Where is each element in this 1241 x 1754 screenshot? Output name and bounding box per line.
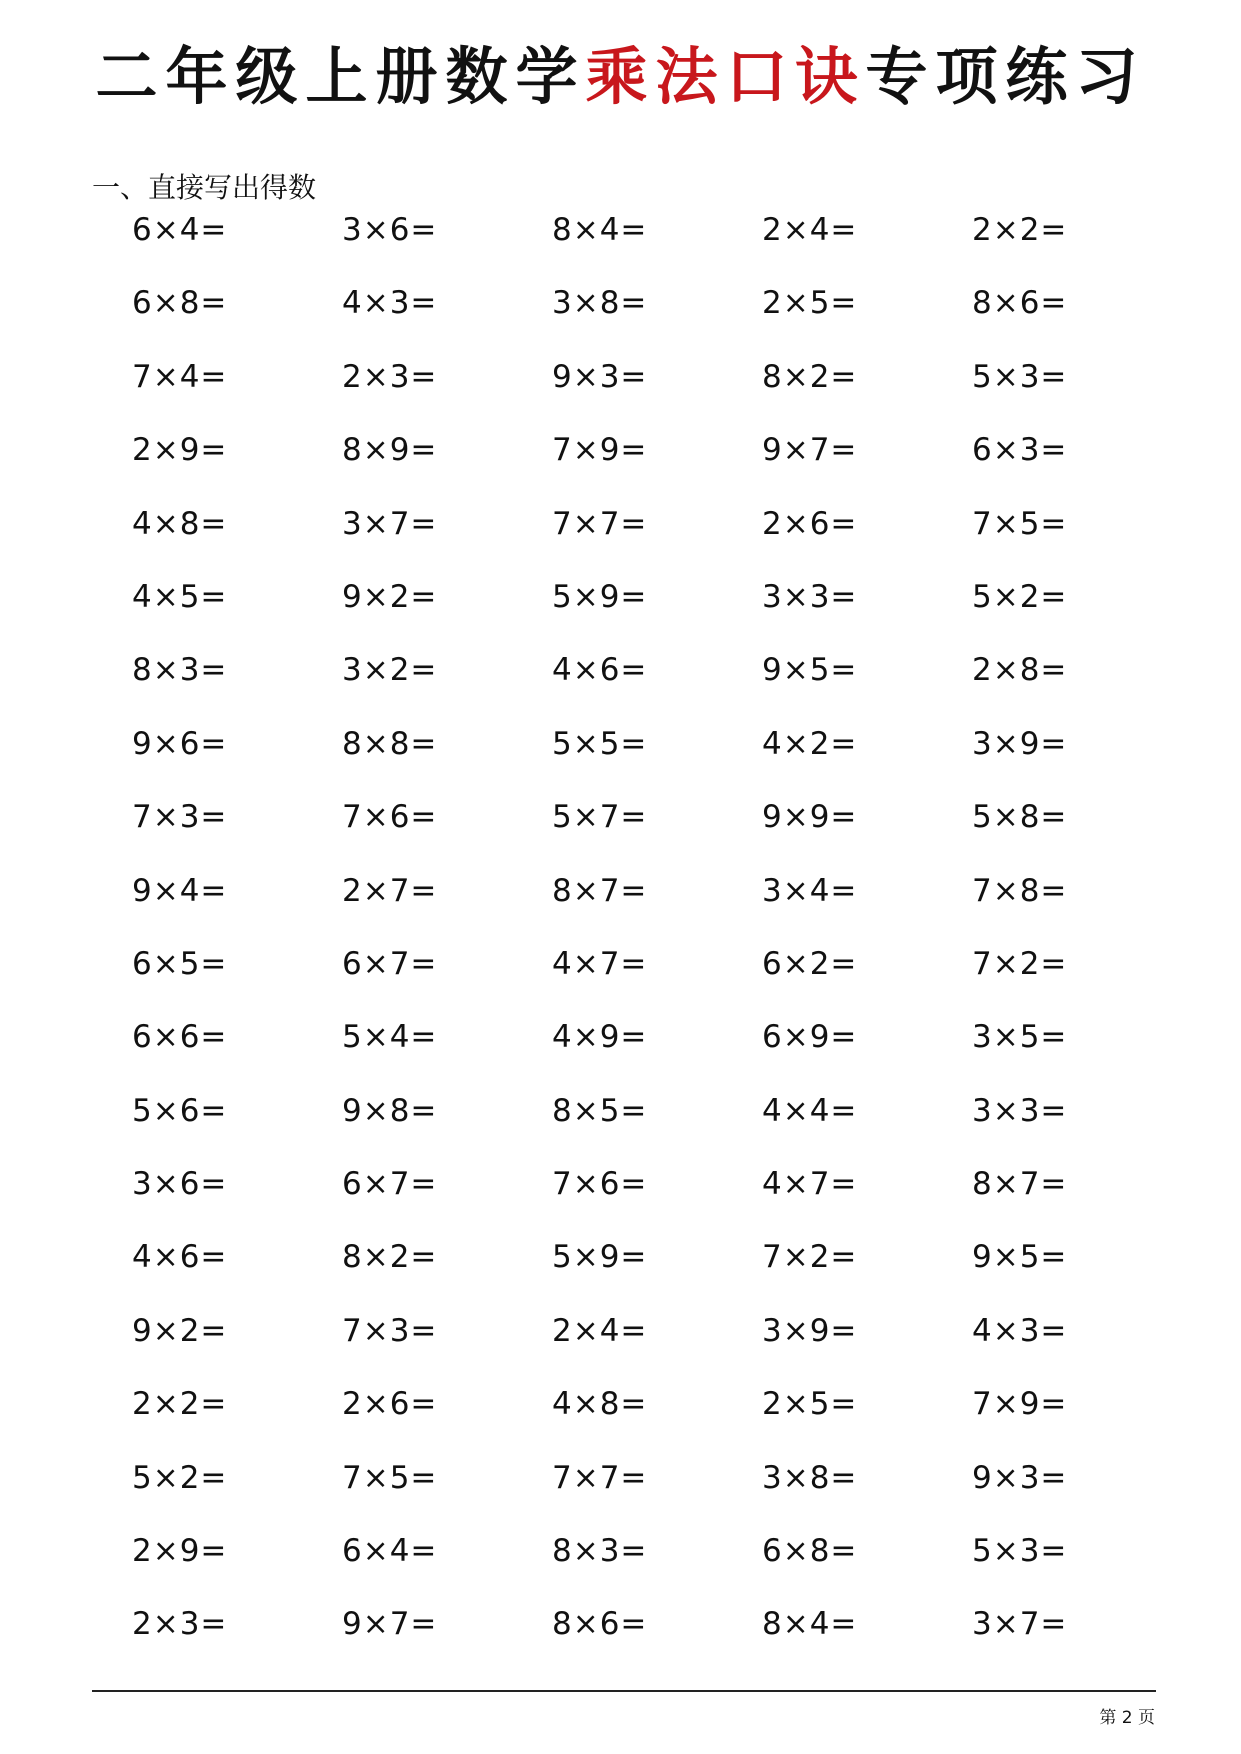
section-heading: 一、直接写出得数 — [92, 171, 317, 204]
problem-item: 6×3= — [972, 432, 1068, 469]
problem-item: 4×9= — [552, 1019, 648, 1056]
problem-item: 8×4= — [762, 1606, 858, 1643]
problem-item: 3×5= — [972, 1019, 1068, 1056]
problem-item: 7×9= — [552, 432, 648, 469]
problem-item: 9×5= — [972, 1239, 1068, 1276]
problem-row — [132, 871, 1182, 944]
problem-item: 8×6= — [972, 285, 1068, 322]
problem-item: 7×2= — [972, 945, 1068, 982]
problem-item: 8×2= — [762, 358, 858, 395]
problem-item: 3×8= — [762, 1459, 858, 1496]
problem-row — [132, 1311, 1182, 1384]
problem-item: 6×9= — [762, 1019, 858, 1056]
problem-item: 7×7= — [552, 505, 648, 542]
problem-item: 2×9= — [132, 1533, 228, 1570]
problem-item: 2×3= — [342, 358, 438, 395]
problem-item: 2×7= — [342, 872, 438, 909]
problem-item: 6×6= — [132, 1019, 228, 1056]
problem-row — [132, 1237, 1182, 1310]
problem-item: 5×2= — [972, 578, 1068, 615]
problem-item: 3×4= — [762, 872, 858, 909]
problem-item: 3×9= — [972, 725, 1068, 762]
problem-item: 6×4= — [132, 212, 228, 248]
page-title — [0, 32, 1241, 122]
problem-item: 7×6= — [342, 799, 438, 836]
problem-item: 4×2= — [762, 725, 858, 762]
problem-item: 7×5= — [342, 1459, 438, 1496]
problem-item: 8×6= — [552, 1606, 648, 1643]
problem-item: 2×2= — [132, 1386, 228, 1423]
problem-item: 6×7= — [342, 1166, 438, 1203]
problem-row — [132, 210, 1182, 283]
problem-item: 8×7= — [552, 872, 648, 909]
problem-row — [132, 944, 1182, 1017]
problem-item: 3×9= — [762, 1312, 858, 1349]
problem-row — [132, 504, 1182, 577]
problem-item: 7×8= — [972, 872, 1068, 909]
problem-item: 5×6= — [132, 1092, 228, 1129]
problem-item: 9×5= — [762, 652, 858, 689]
problem-item: 9×2= — [342, 578, 438, 615]
problem-row — [132, 577, 1182, 650]
problem-item: 2×5= — [762, 1386, 858, 1423]
problem-item: 9×4= — [132, 872, 228, 909]
problem-item: 8×2= — [342, 1239, 438, 1276]
problem-item: 5×8= — [972, 799, 1068, 836]
problem-item: 7×5= — [972, 505, 1068, 542]
problem-item: 8×5= — [552, 1092, 648, 1129]
problem-item: 8×8= — [342, 725, 438, 762]
problem-item: 9×7= — [342, 1606, 438, 1643]
title-highlight: 乘法口诀 — [585, 40, 866, 113]
problem-item: 2×4= — [762, 212, 858, 248]
problem-item: 2×6= — [342, 1386, 438, 1423]
problem-item: 7×3= — [342, 1312, 438, 1349]
problem-row — [132, 357, 1182, 430]
problem-item: 9×2= — [132, 1312, 228, 1349]
problem-item: 4×7= — [762, 1166, 858, 1203]
problem-item: 8×7= — [972, 1166, 1068, 1203]
problem-item: 5×3= — [972, 1533, 1068, 1570]
problem-item: 4×8= — [552, 1386, 648, 1423]
problem-item: 8×3= — [552, 1533, 648, 1570]
problem-item: 2×2= — [972, 212, 1068, 248]
problem-row — [132, 724, 1182, 797]
problem-item: 7×6= — [552, 1166, 648, 1203]
problem-item: 3×3= — [972, 1092, 1068, 1129]
problem-item: 9×9= — [762, 799, 858, 836]
problem-item: 5×9= — [552, 578, 648, 615]
problem-item: 8×4= — [552, 212, 648, 248]
problem-item: 6×2= — [762, 945, 858, 982]
problem-item: 5×3= — [972, 358, 1068, 395]
problem-item: 7×4= — [132, 358, 228, 395]
problem-row — [132, 1091, 1182, 1164]
problem-item: 7×3= — [132, 799, 228, 836]
problem-item: 2×6= — [762, 505, 858, 542]
problem-item: 8×9= — [342, 432, 438, 469]
problem-item: 3×7= — [972, 1606, 1068, 1643]
problem-item: 9×3= — [552, 358, 648, 395]
problem-item: 2×3= — [132, 1606, 228, 1643]
problem-item: 4×4= — [762, 1092, 858, 1129]
problem-row — [132, 1604, 1182, 1677]
problem-item: 9×7= — [762, 432, 858, 469]
problem-item: 4×6= — [552, 652, 648, 689]
problem-item: 6×4= — [342, 1533, 438, 1570]
problem-row — [132, 797, 1182, 870]
problem-row — [132, 1458, 1182, 1531]
problem-item: 9×6= — [132, 725, 228, 762]
problem-item: 5×9= — [552, 1239, 648, 1276]
problem-item: 7×9= — [972, 1386, 1068, 1423]
problem-item: 4×3= — [972, 1312, 1068, 1349]
problem-item: 9×8= — [342, 1092, 438, 1129]
problem-row — [132, 1164, 1182, 1237]
problem-item: 6×8= — [132, 285, 228, 322]
problem-item: 4×7= — [552, 945, 648, 982]
problem-item: 7×7= — [552, 1459, 648, 1496]
problem-item: 6×8= — [762, 1533, 858, 1570]
problem-item: 3×7= — [342, 505, 438, 542]
problem-item: 3×2= — [342, 652, 438, 689]
problem-grid — [132, 210, 1182, 1678]
problem-row — [132, 1531, 1182, 1604]
problem-item: 2×8= — [972, 652, 1068, 689]
problem-item: 4×5= — [132, 578, 228, 615]
problem-item: 4×8= — [132, 505, 228, 542]
problem-row — [132, 283, 1182, 356]
problem-item: 3×6= — [132, 1166, 228, 1203]
problem-item: 5×5= — [552, 725, 648, 762]
problem-item: 9×3= — [972, 1459, 1068, 1496]
problem-item: 4×6= — [132, 1239, 228, 1276]
title-part-1: 二年级上册数学 — [95, 40, 586, 113]
problem-item: 3×8= — [552, 285, 648, 322]
problem-item: 7×2= — [762, 1239, 858, 1276]
problem-item: 3×3= — [762, 578, 858, 615]
footer-divider — [92, 1690, 1156, 1692]
problem-item: 6×5= — [132, 945, 228, 982]
problem-row — [132, 430, 1182, 503]
problem-item: 8×3= — [132, 652, 228, 689]
problem-item: 5×7= — [552, 799, 648, 836]
problem-row — [132, 1017, 1182, 1090]
problem-row — [132, 1384, 1182, 1457]
problem-item: 6×7= — [342, 945, 438, 982]
problem-item: 2×4= — [552, 1312, 648, 1349]
problem-item: 5×4= — [342, 1019, 438, 1056]
problem-item: 4×3= — [342, 285, 438, 322]
problem-item: 2×9= — [132, 432, 228, 469]
problem-row — [132, 650, 1182, 723]
page-number: 第 2 页 — [1099, 1708, 1155, 1728]
problem-item: 5×2= — [132, 1459, 228, 1496]
title-part-2: 专项练习 — [865, 40, 1146, 113]
problem-item: 3×6= — [342, 212, 438, 248]
problem-item: 2×5= — [762, 285, 858, 322]
